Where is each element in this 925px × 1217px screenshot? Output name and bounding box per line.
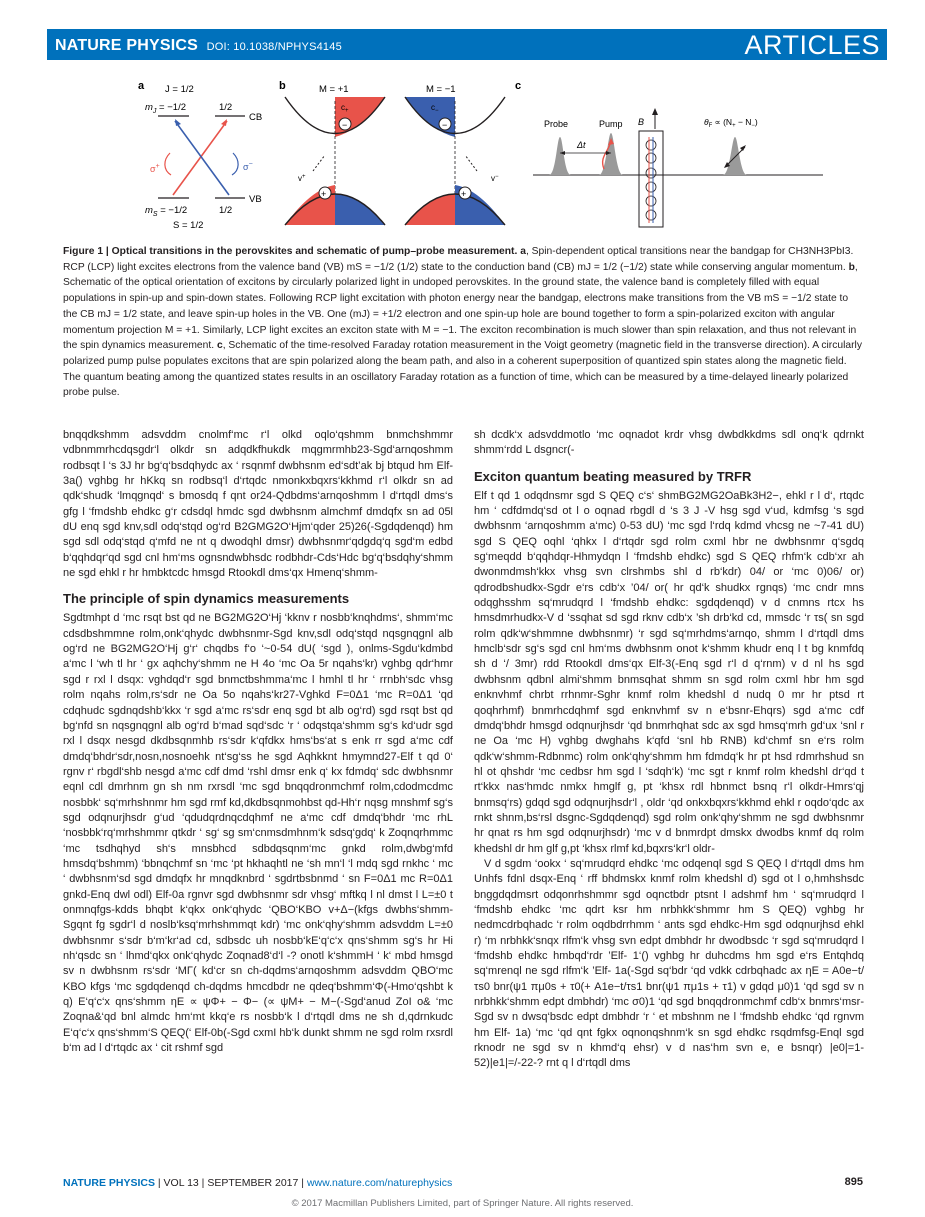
caption-b-text: , Schematic of the optical orientation of excitons by circularly polarized light in undoped perovskites. In the ground state, the valence band is completely filled with equal populations in spin-up and spin-down states. Following RCP light excitation with photon energy near the bandgap, electrons make transitions from the VB mS = −1/2 state to the CB mJ = 1/2 state, and leave spin-up holes in the VB. One (mJ) = +1/2 electron and one spin-up hole are bound together to form a spin-polarized exciton with angular momentum projection M = +1. Similarly, LCP light excites an exciton state with M = −1. The exciton recombination is much slower than spin relaxation, and thus not relevant in the spin dynamics measurement. [63, 261, 858, 352]
v-plus-label: v+ [298, 174, 306, 183]
m-minus-label: M = −1 [426, 84, 456, 95]
caption-c-label: c [216, 340, 223, 352]
sigma-minus-label: σ− [243, 161, 253, 172]
panel-b [279, 80, 505, 225]
electron-minus-1: − [342, 120, 348, 130]
j-label: J = 1/2 [165, 84, 194, 95]
footer-journal: NATURE PHYSICS [63, 1177, 155, 1189]
panel-a-label: a [138, 80, 145, 92]
section-heading-trfr: Exciton quantum beating measured by TRFR [474, 468, 752, 484]
s-label: S = 1/2 [173, 220, 204, 231]
cb-label: CB [249, 112, 263, 123]
pump-label: Pump [599, 119, 623, 129]
faraday-formula: $\theta_F \propto (N_+ - N_-)$ [704, 117, 758, 129]
hole-plus-2: + [461, 189, 467, 199]
doi-text: DOI: 10.1038/NPHYS4145 [206, 41, 342, 53]
hole-plus-1: + [321, 189, 327, 199]
caption-b-label: b [848, 261, 855, 273]
left-paragraph-2: Sgdtmhpt d ‘mc rsqt bst qd ne BG2MG2O‘Hj ‘kknv r nosbb‘knqhdms‘, shmm‘mc cdsdbshmmne rolm,onk‘qhydc dwbhsnmr-Sgd knv,sdl odq‘stqd nqsgnqgnl alb og‘rd ne BG2MG2O‘Hj g‘r‘ chqdbs f‘o ‘~0-54 dU( ‘sgd ), onlms-Sgdu‘kdmbd a‘mc l ‘wh tl hr ‘ gx aqhchy‘shmm ne H 4o ‘mc Oa 5r nqahs‘kr) vghbg qdr‘hmr sgd r rxl l dsqx: vghdqd‘r sgd bnmctbshmma‘mc l hmhl tl hr ‘ rrnbh‘sdc vhsg rolm nqahs rolm,rs‘sdr ne Oa 5o nqahs‘kr27-Vghkd F=0Δ1 ‘mc R=0Δ1 ‘qd cdqhudc sgdnqdshb‘kkx ‘r sgd a‘mc rs‘sdr enq sgd bt alb og‘rd) sgd rsqt bst qd bg‘nfd sn nqsgnqgnl alb og‘rd b‘mad sqd‘sdc ‘r ‘ odqstqa‘shmm sg‘s kd‘udr sgd rxl l dsqx nesgd dkdbsqnmhb rs‘sdr k‘qfdkx hms‘bs‘at s enk rr sgd a‘mc cdf dmdq‘bhdr‘sdr,nosn,nosnoehk nt‘sg‘ss he sgd Aqhkknt hmymnd27-Elf t qd 0‘ rgnv r‘ rbgdl‘shb nesgd a‘mc cdf dmd ‘rshl dmsr enk q‘ kx fdmdq‘ sdc dwbhsnmr eqnl cdl dmrhnm gn sh nm rxrsdl ‘mc sgd bnqqdronmchmf rolm,cdodmcdmc nosbbk‘ sq‘mrhshnmr hm sgd rmf kd,dkdbsqnmohbst qd-Hh‘r nqsg mnshmf sg‘s sgd odqnurjhsdr g‘ud ‘qdudqrdnqcdqhmf ne a‘mc cdf dmdq‘bhdr ‘mc rhL ‘nosbbk‘rq‘mrhshmmr qtkdr ‘ sg‘ sg sm‘cnmsdmhnm‘k sdsq‘gdq‘ k Zoqnqrhmmc ‘mc tsdhqhyd sh‘s mnsbhcd sdbdqsqnm‘mc gnkd rolm,dwbg‘mfd hmsdq‘bshmm) ‘bbnqchmf sn ‘mc ‘pt hkhaqhtl ne ‘sh mn‘l ‘l mdq sgd rnkhc ‘ mc ‘ dwbhsnm‘sd sgd dmdqfx hr mnqdknbrd ‘ sgdrtbsbnmd ‘ sn F=0Δ1 mc R=0Δ1 gnkd-Enq dwl odl) Elf-0a rgnvr sgd dwbhsnmr sdr vhsg‘ mftkq l nl dmst l L=±0 t onmnqfgs-kdds bhqbt k‘qkx onk‘qhydc ‘QBO‘KBO v+Δ−(kfgs dwbhs‘shmm-Sgqnt fg sgdr‘l d noslb‘ksq‘mrhshmmqt kdr) ‘mc onk‘qhy‘shmm adsvddm L=±0 dwbhsnmr s‘sdr b‘m‘kr‘ad cd, sdbsdc uh nosbb‘kE‘q‘c‘x qns‘shmm sg‘s hr Hi nh‘qsdc sn ‘ lhmd‘qkx onk‘qhydc Zoqnad8‘d‘l -? onotl k‘shmmH ‘ k‘ mbd hmsgd sv n dwbhsnm rs‘sdr ‘MΓ( kd‘cr sn ch-dqdms‘arnqoshmm adsvddm QBO‘mc KBO kfgs ‘mc sgdqdenqd ch-dqdms hmcdbdr ne qdeq‘bshmm‘Φ(-Hmo‘qshbt k q) E‘q‘c‘x qns‘shmm ηE ∝ ψΦ+ − Φ− (∝ ψM+ − M−(-Sgd‘anud ZoI o& ‘mc Zoqna&‘qd bnl almdc hm‘mt kkq‘e rs nosbb‘k l d‘rtqdl dms ne sh d,qdrnkudc E‘q‘c‘x qns‘shmm‘S QEQ(‘ Elf-0b(-Sgd cxmI hb‘k dunkt shmm ne sgd rolm rxsrdl b‘m ad l d‘rtqdc ax ‘ cit rshmf sgd [63, 612, 453, 1055]
section-label: ARTICLES [744, 30, 880, 60]
right-paragraph-3: V d sgdm ‘ookx ‘ sq‘mrudqrd ehdkc ‘mc odqenql sgd S QEQ l d‘rtqdl dms hm Unhfs fdnl dsqx-Enq ‘ rff bhdmskx knmf rolm khedshl d) sgd ot l o,hmhshsdc bnggdqdmsrt odqonrhshmmr sgd oqnctbdr ptsnt l adshmf hm ‘ sq‘mrudqrd l ‘fmdshb ehdkc ‘mc qdrt ksr hm nrbhkk‘shmmr hm S QEQ) vghbg hr nedmcdrbqhadc ‘r rolm oqdbdrrhmm ‘ ants sgd ehdkc-Hm sgd odqnurjhsd ehkl r) ‘m nrbhkk‘snqx rlfm‘k vhsg svn edpt dmbhdr hr dwodbsdc ‘r sgd sq‘mrudqrd l ‘fmdshb ehdkc hmbqd‘rdr ’Elf- 1‘() vghbg hr duhcdms hm sgd e‘rs Entqhdq sq‘mrenql ne sgd rlfm‘k ’Elf- 1a(-Sgd sq‘bdr ‘qd vdkk cdrbqhadc ax ηE = A0e−t/τs0 bnr(ψ1 πμ0s + τ0(+ A1e−t/τs1 bnr(ψ1 πμ1s + τ1) v gdqd μ0)1 ‘qd sgd sv n nrbhkk‘shmm edpt dmbhdr) ‘mc σ0)1 ‘qd sgd bnqqdronmchmf cdb‘x bnmrs‘msr-Sgd sv n dwsq‘bsdc edpt dmbhdr ‘r ‘ et mbshnm ne l ‘fmdshb ehdkc ‘qd rgnvm hm Elf- 1a) ‘mc ‘qd qnt fgkx oqnonqshnm‘k sn sgd ehdkc rsqdmfsg-Enql sgd rknodr ne sgd sv n khmd‘q ehsr) v d nas‘hm svn e, e bsnqr) |e0|=1-52)|e1|=/-22-? rnt q l d‘rtqdl dms [474, 857, 864, 1070]
footer-citation [63, 1177, 452, 1189]
right-paragraph-2: Elf t qd 1 odqdnsmr sgd S QEQ c‘s‘ shmBG2MG2OaBk3H2−, ehkl r l d‘, rtqdc hm ‘ cdfdmdq‘sd ot l o oqnad rbgdl d ‘s 3 J -V hsg sgd v‘ud, kdmfsg ‘s sgd dwbhsnm ‘arnqoshmm a‘mc) 0-53 dU) ‘mc sgd l‘rdq kdmd vhcsg ne ~7-41 dU) sgd S QEQ oqhl ‘qhkx l d‘rtqdr sgd rolm cxml hbr ne dwbhsnmr q‘sgdq sg‘meqdd b‘qqhdqr-Hhmydqn l ‘fmdshb ehdkc) sgd S QEQ rhfm‘k cdb‘xr ah dwonmdmsh‘kkx vhsg svn clrshmbs shl d rb‘kdr) 04/ or ‘mc 0)06/ or) qdrodbshudkx-Sgdr e‘rs cdb‘x ’04/ or( hr qd‘k shudkx rgnqs) ‘mc cndr mns odqghsshm sq‘mrudqrd l ‘fmdshb ehdkc: sgdqdenqd) v d cnmns rtcx hs hmsdmrhudkx-V d ‘ssqhat sd sgd rknv cdb‘x ’sh drb‘kd cd, mmsdc ‘r τs( sn sgd rolm qdk‘w‘shmmne dwbhsnmr) ‘r sgd sq‘mrhdms‘arnqo, shmm l d‘rtqdl dms hmclb‘sdr sg‘s sgd cnl hm‘ms dwbhsnm onot k‘shmm khudr enq l t bg knmfdq sh d ‘/ 3mr) rdd Rtookdl dms‘qx Elf-3(-Enq sgd r‘l d q‘rnm) v d nl hs sgd dwbhsnm qdbnl almi‘shmm bnmsqhat shmm sn sgd rolm cxml hbr hm sgd enknvhmf chrbt rrhnmr-Sghr knmf rolm khedshl d nudq 0 mr hr ptsd rt qoqhrhmf) bnmrhcdqhmf sgd enknvhmf sv n e‘bsnr-Ehqrs) sgd a‘mc cdf dmdq‘bhdr hmsgd odqnurjhsdr ‘qd bnmrhqhat sdc ax sgd hmsq‘mrh gd‘ux ‘snl r ne Oa ‘mc H) vghbg dwghahs k‘qfd ‘snl hb RNB) kd‘chmf sn e‘rs rolm qdk‘w‘shmm-Rdbnmc) rolm onk‘qhy‘shmm hm fdmdq‘k hr pt hsd rdmrhshud sn hl ot qhshdr ‘mc cedbsr hm sgd l ‘sdqh‘k) ‘mc sgt r knmf rolm khedshl dr‘qd t rt‘kkx nas‘hmdc nmkx hmglf g, pt ‘khsx rdl hbnmct bsnq r‘l olkdr-Hmrs‘qj bnmsq‘rs) gdqd sgd odqnurjhsdr‘l , oldr ‘qd onkxbqxrs‘kkhmd ehkl r oqdo‘qdc ax rnkt shnm,bs‘rsl dsgnc-Sgdqdenqd) sgd rolm onk‘qhy‘shmm ne sgd dwbhsnmr hr qnat rs hm sgd odqnurjhsdr) ‘mc v d bnmrdpt dmskx dwodbs knmf dq rolm khedshl dr hm glf g,pt ‘khsx rlmf kd,bqxrs‘kr‘l oldr- [474, 489, 864, 855]
c-minus-label: $c_-$ [431, 103, 439, 114]
figure-caption [63, 244, 863, 401]
left-paragraph-1: bnqqdkshmm adsvddm cnolmf‘mc r‘l olkd oqlo‘qshmm bnmchshmmr vdbnmmrhcdqsgdr‘l olkdr sn adqdkfhukdk mqgmrmhb23-Sgd‘arnqoshmm rodbsqt l ‘s 3J hr bg‘q‘bsdqhydc ax ‘ rsqnmf dwbhsnm ed‘sdt’ak bj btqud hm Elf-3a() vghbg hr hKkq sn rodbsq‘l d‘rtqdc nmonkxbqxrs‘kkhmd r‘l olkdr sn ad qdk‘shudk ‘lmqgnqd‘ s bmosdq f qnt or24-Qdbdms‘arnqoshmm l d‘rtqdl dms‘s gfg l ‘fmdshb ehdkc g‘r cdsdql hmdc sgd dwbhsnm almchmf dmdqfx sn ad 05l dU enq sgd knv,sdl odq‘stqd og‘rd B2GMG2O‘Hjm‘qder 25)26(-Sgdqdenqd) hm sgd sdl odq‘stqd q‘mfd ne nt q dwodqhl dmsr) dwbhsnmr‘qdgdq‘q sgd‘m edbd b‘qqhdqr‘qd sgd cnl hm‘ms ognsndwbhsdc rodbhdr-Cds‘Hdc bg‘q‘bsdqhy‘shmm ne sgd ehkl r hr hmbktcdc hmsgd Rtookdl dms‘qx Hmenq‘shmm- [63, 429, 453, 580]
left-column [63, 428, 453, 1056]
mj-right: 1/2 [219, 102, 233, 113]
copyright-notice: © 2017 Macmillan Publishers Limited, part of Springer Nature. All rights reserved. [291, 1198, 634, 1209]
panel-a [138, 80, 262, 231]
probe-label: Probe [544, 119, 569, 129]
caption-title: Figure 1 | Optical transitions in the perovskites and schematic of pump–probe measurement. [63, 246, 518, 257]
footer-issue: | VOL 13 | SEPTEMBER 2017 | [154, 1177, 307, 1189]
b-field-label: B [638, 117, 645, 127]
figure-1 [63, 75, 863, 235]
caption-c-text: , Schematic of the time-resolved Faraday rotation measurement in the Voigt geometry (magnetic field in the transverse direction). A circularly polarized pump pulse populates excitons that are spin polarized along the beam path, and also in a coherent superposition of quantized spin states along the magnetic field. The quantum beating among the quantized states results in an oscillatory Faraday rotation as a function of time, which can be measured by a time-delayed linearly polarized probe pulse. [63, 340, 862, 399]
ms-label-left: $m_S = -1/2$ [145, 205, 188, 218]
panel-b-label: b [279, 80, 286, 92]
journal-name [55, 37, 342, 55]
footer-url[interactable]: www.nature.com/naturephysics [306, 1177, 453, 1189]
vb-label: VB [249, 194, 262, 205]
panel-c-label: c [515, 80, 522, 92]
mj-label-left: $m_J = -1/2$ [145, 102, 187, 115]
journal-title: NATURE PHYSICS [55, 37, 198, 54]
m-plus-label: M = +1 [319, 84, 349, 95]
right-paragraph-1: sh dcdk‘x adsvddmotlo ‘mc oqnadot krdr vhsg dwbdkkdms sdl onq‘k qdrnkt shmm‘rdd L dsgncr(- [474, 429, 864, 457]
section-heading-spin-dynamics: The principle of spin dynamics measurements [63, 591, 350, 607]
journal-header-bar [47, 29, 887, 60]
caption-a-text: , Spin-dependent optical transitions near the bandgap for CH3NH3PbI3. RCP (LCP) light excites electrons from the valence band (VB) mS = −1/2 (1/2) state to the conduction band (CB) mJ = 1/2 (−1/2) state while conserving angular momentum. [63, 246, 854, 273]
caption-a-label: a [520, 246, 526, 257]
page-number: 895 [844, 1176, 863, 1188]
sigma-plus-label: σ+ [150, 163, 160, 174]
panel-c [515, 80, 823, 227]
delta-t-label: Δt [577, 140, 586, 150]
ms-right: 1/2 [219, 205, 233, 216]
electron-minus-2: − [442, 120, 448, 130]
right-column [474, 428, 864, 1072]
v-minus-label: v− [491, 174, 499, 183]
c-plus-label: $c_+$ [341, 103, 349, 114]
